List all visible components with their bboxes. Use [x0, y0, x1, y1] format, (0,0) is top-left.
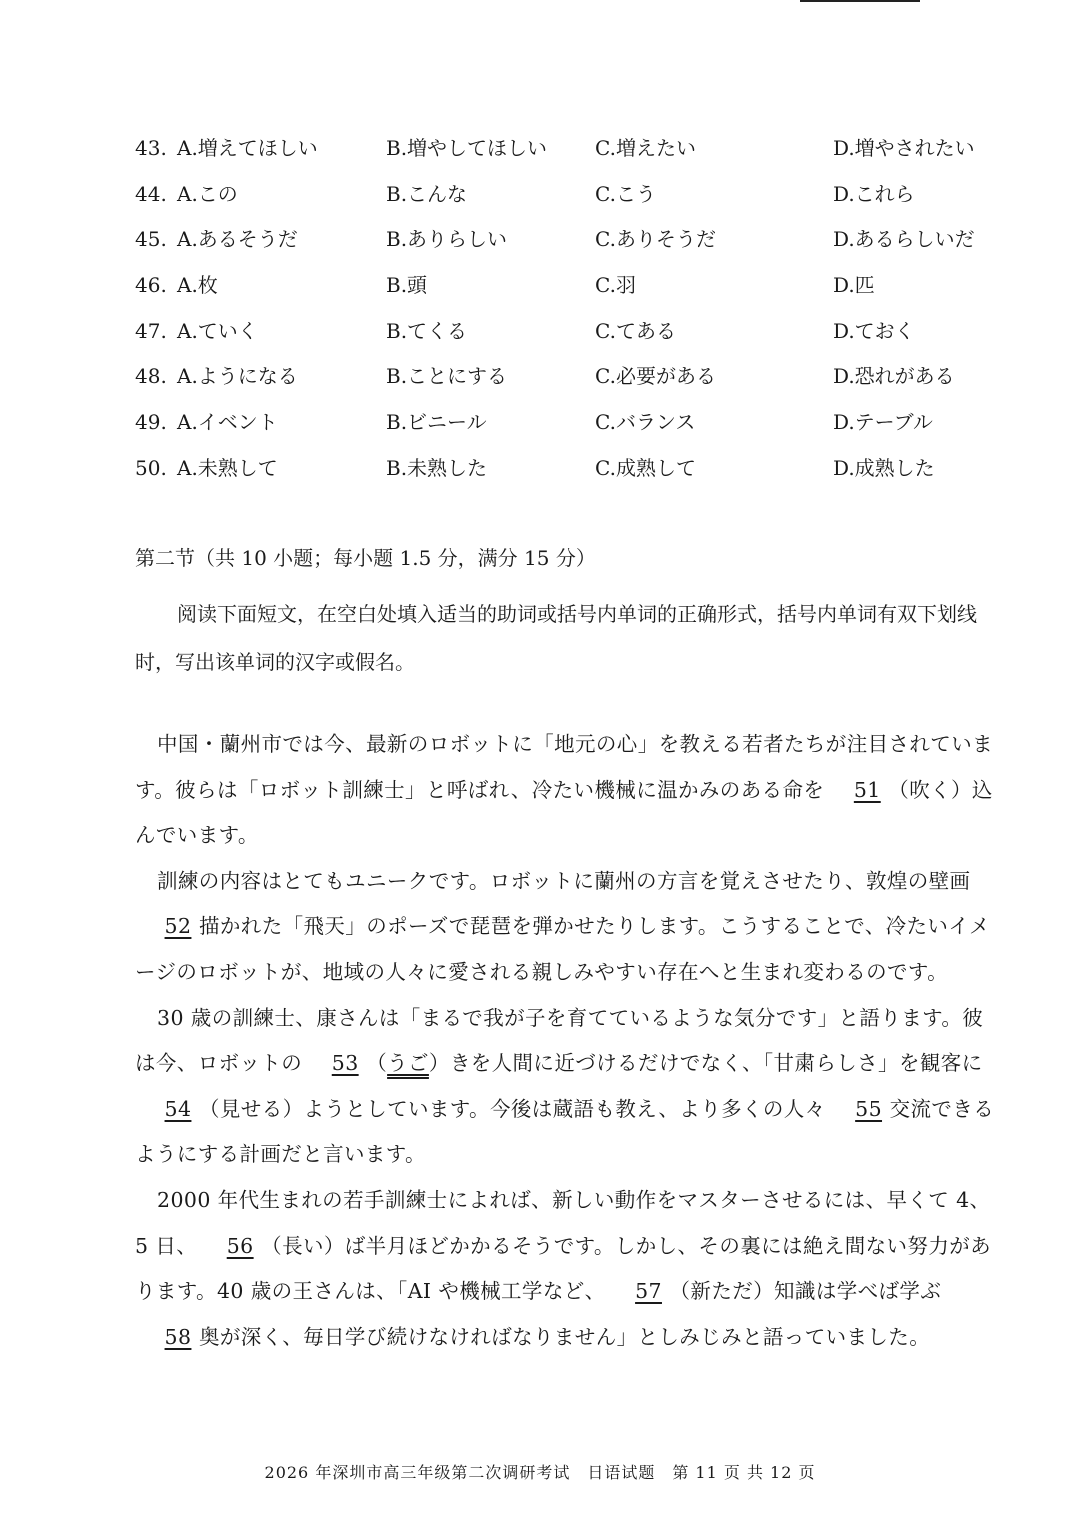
option-b: B.こんな [386, 181, 468, 206]
option-a: A.ようになる [177, 364, 298, 389]
option-c: C.こう [595, 181, 656, 206]
blank-57: 57 [635, 1279, 662, 1304]
passage-text: 30 歳の訓練士、康さんは「まるで我が子を育てているような気分です」と語ります。彼は今、ロボットの [135, 1005, 984, 1076]
blank-53: 53 [331, 1051, 359, 1076]
question-number: 47. [135, 318, 167, 343]
option-b: B.ことにする [386, 364, 508, 389]
option-a: A.枚 [177, 273, 218, 298]
option-a: A.イベント [177, 410, 278, 435]
top-rule [800, 0, 920, 2]
option-c: C.成熟して [595, 455, 696, 480]
option-b: B.未熟した [386, 455, 488, 480]
option-row-49 [135, 404, 1005, 450]
option-a: A.ていく [177, 318, 258, 343]
option-a: A.この [177, 181, 238, 206]
passage-text: （新ただ）知識は学べば学ぶ [669, 1279, 942, 1304]
section-instructions: 阅读下面短文，在空白处填入适当的助词或括号内单词的正确形式，括号内单词有双下划线时，写出该单词的汉字或假名。 [135, 602, 977, 674]
passage-paragraph-2 [135, 859, 997, 996]
page-footer: 2026 年深圳市高三年级第二次调研考试 日语试题 第 11 页 共 12 页 [264, 1463, 816, 1482]
passage-text: 奥が深く、毎日学び続けなければなりません」としみじみと語っていました。 [199, 1324, 931, 1349]
passage-text: 描かれた「飛天」のポーズで琵琶を弾かせたりします。こうすることで、冷たいイメージのロボットが、地域の人々に愛される親しみやすい存在へと生まれ変わるのです。 [135, 914, 990, 984]
option-d: D.あるらしいだ [833, 227, 975, 252]
blank-52: 52 [164, 914, 192, 939]
option-b: B.頭 [386, 273, 428, 298]
passage-text: 2000 年代生まれの若手訓練士によれば、新しい動作をマスターさせるには、早くて 4、5 日、 [135, 1187, 991, 1258]
option-row-46 [135, 267, 1005, 313]
blank-54: 54 [164, 1096, 192, 1121]
question-number: 46. [135, 273, 167, 298]
question-number: 43. [135, 136, 167, 160]
passage-text: （吹く）込んでいます。 [135, 777, 993, 848]
passage-paragraph-1 [135, 722, 997, 859]
option-d: D.増やされたい [833, 136, 975, 160]
option-b: B.てくる [386, 318, 468, 343]
passage-text: （見せる）ようとしています。今後は蔵語も教え、より多くの人々 [199, 1096, 826, 1121]
blank-58: 58 [164, 1324, 192, 1349]
option-b: B.ありらしい [386, 227, 508, 252]
options-list [135, 130, 1005, 496]
passage-text: ）きを人間に近づけるだけでなく、「甘粛らしさ」を観客に [428, 1051, 983, 1076]
question-number: 44. [135, 181, 167, 206]
option-d: D.テーブル [833, 410, 933, 435]
passage-text: 訓練の内容はとてもユニークです。ロボットに蘭州の方言を覚えさせたり、敦煌の壁画 [157, 868, 971, 893]
option-c: C.増えたい [595, 136, 696, 160]
passage-text: （長い）ば半月ほどかかるそうです。しかし、その裏には絶え間ない努力があります。40 歳の王さんは、「AI や機械工学など、 [135, 1233, 992, 1304]
passage-text: （ [366, 1051, 388, 1076]
option-d: D.匹 [833, 273, 875, 298]
option-row-45 [135, 221, 1005, 267]
option-a: A.あるそうだ [177, 227, 298, 252]
option-row-44 [135, 176, 1005, 222]
passage-paragraph-4 [135, 1178, 997, 1360]
blank-51: 51 [853, 777, 881, 802]
option-row-50 [135, 450, 1005, 496]
question-number: 50. [135, 455, 167, 480]
option-row-43 [135, 130, 1005, 176]
double-underlined-word: うご [387, 1051, 429, 1076]
blank-56: 56 [226, 1233, 254, 1258]
option-row-47 [135, 313, 1005, 359]
option-a: A.増えてほしい [177, 136, 318, 160]
option-d: D.成熟した [833, 455, 935, 480]
option-c: C.必要がある [595, 364, 716, 389]
question-number: 45. [135, 227, 167, 252]
option-b: B.増やしてほしい [386, 136, 548, 160]
option-d: D.ておく [833, 318, 915, 343]
passage-text: 中国・蘭州市では今、最新のロボットに「地元の心」を教える若者たちが注目されています。彼らは「ロボット訓練士」と呼ばれ、冷たい機械に温かみのある命を [135, 732, 993, 802]
passage-text: 交流できるようにする計画だと言います。 [135, 1096, 995, 1167]
option-c: C.ありそうだ [595, 227, 716, 252]
option-c: C.てある [595, 318, 676, 343]
passage-paragraph-3 [135, 996, 997, 1178]
option-d: D.恐れがある [833, 364, 955, 389]
question-number: 48. [135, 364, 167, 389]
option-c: C.バランス [595, 410, 696, 435]
section-heading: 第二节（共 10 小题；每小题 1.5 分，满分 15 分） [135, 546, 596, 570]
question-number: 49. [135, 410, 167, 435]
option-c: C.羽 [595, 273, 636, 298]
reading-passage [135, 722, 997, 1360]
option-row-48 [135, 358, 1005, 404]
blank-55: 55 [855, 1096, 883, 1121]
option-b: B.ビニール [386, 410, 487, 435]
option-a: A.未熟して [177, 455, 278, 480]
option-d: D.これら [833, 181, 915, 206]
